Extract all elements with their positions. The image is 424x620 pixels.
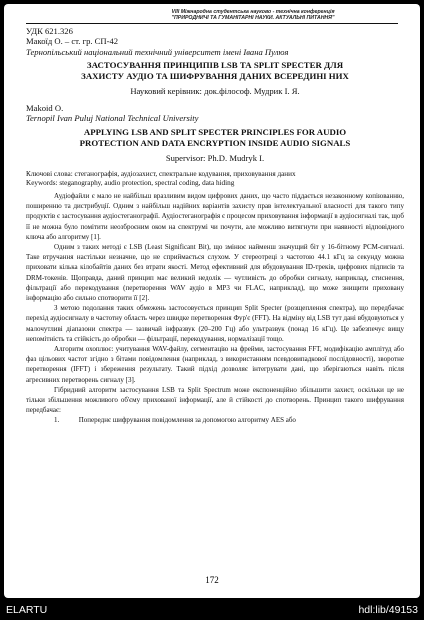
front-matter-en: [26, 103, 404, 124]
page-number: 172: [205, 575, 219, 585]
title-ua-line-2: ЗАХИСТУ АУДІО ТА ШИФРУВАННЯ ДАНИХ ВСЕРЕДИНІ НИХ: [81, 71, 349, 81]
conference-header-line-2: "ПРИРОДНИЧІ ТА ГУМАНІТАРНІ НАУКИ. АКТУАЛЬНІ ПИТАННЯ": [171, 15, 335, 22]
paragraph-1: Аудіофайли є мало не найбільш вразливим видом цифрових даних, що часто піддається незаконному копіюванню, поширенню та дистрибуції. Одним з найбільш надійних варіантів захисту прав інтелектуальної власності для такого типу продуктів є застосування аудіостеганографії. Аудіостеганографія є процесом приховування інформації в аудіосигналі так, щоб її не можна було помітити неозброєним оком на спектрумі чи почути, але можливо витягнути при наявності відповідного ключа або алгоритму [1].: [26, 192, 404, 241]
author-en: Makoid O.: [26, 103, 64, 113]
udc-code: УДК 621.326: [26, 26, 73, 36]
title-ua-line-1: ЗАСТОСУВАННЯ ПРИНЦИПІВ LSB ТА SPLIT SPECTER ДЛЯ: [86, 60, 344, 70]
footer-repository-label: ELARTU: [6, 604, 48, 616]
document-page: [4, 4, 420, 598]
header-rule: [26, 23, 398, 24]
list-item-number: 1.: [54, 416, 60, 425]
paragraph-2: Одним з таких методі є LSB (Least Significant Bit), що змінює найменш значущий біт у 16-бітному PCM-сигналі. Таке втручання настільки незначне, що не сприймається слухом. У стереотреці з частотою 44.1 кГц за секунду можна приховати кілька кілобайтів даних без втрати якості. Метод ефективний для вбудовування ID-треків, цифрових підписів та DRM-токенів. Щоправда, даний принцип має великий недолік — чутливість до обробки сигналу, наприклад, стиснення, фільтрації або перекодування (перетворення WAV аудіо в MP3 чи FLAC, наприклад), що може знищити приховану інформацію або сильно спотворити її [2].: [26, 243, 404, 303]
supervisor-ua: Науковий керівник: док.філософ. Мудрик І. Я.: [130, 86, 300, 96]
front-matter-ua: [26, 26, 404, 57]
title-en-line-1: APPLYING LSB AND SPLIT SPECTER PRINCIPLES FOR AUDIO: [83, 127, 347, 137]
affiliation-ua: Тернопільський національний технічний університет імені Івана Пулюя: [26, 46, 289, 57]
footer-handle-id: hdl:lib/49153: [358, 604, 418, 616]
keywords-en: Keywords: steganography, audio protection, spectral coding, data hiding: [26, 179, 235, 187]
list-item: [26, 415, 404, 425]
affiliation-en: Ternopil Ivan Puluj National Technical University: [26, 113, 199, 124]
paragraph-5: Гібридний алгоритм застосування LSB та Split Spectrum може експоненційно збільшити захист, оскільки це не тільки збільшення можливого об'єму прихованої інформації, але й стійкості до спотворень. Принцип такого шифрування передбачає:: [26, 385, 404, 415]
title-ua: [26, 60, 404, 82]
body-text: [26, 191, 404, 426]
title-en-line-2: PROTECTION AND DATA ENCRYPTION INSIDE AUDIO SIGNALS: [79, 138, 351, 148]
supervisor-en: Supervisor: Ph.D. Mudryk I.: [165, 153, 265, 163]
author-ua: Макоїд О. – ст. гр. СП-42: [26, 36, 119, 47]
list-item-text: Попереднє шифрування повідомлення за допомогою алгоритму AES або: [78, 416, 296, 425]
keywords-ua: Ключові слова: стеганографія, аудіозахист, спектральне кодування, приховування даних: [26, 170, 296, 178]
conference-header: [134, 9, 372, 22]
conference-header-line-1: VIII Міжнародна студентська науково - технічна конференція: [171, 9, 335, 15]
paragraph-4: Алгоритм охоплює: учитування WAV-файлу, сегментацію на фрейми, застосування FFT, модифікацію амплітуд або фаз цільових частот згідно з бітами повідомлення (наприклад, з використанням псевдовипадкової послідовності), зворотне перетворення (IFFT) і збереження результату. Такий підхід дозволяє інтегрувати дані, що зберігаються навіть після агресивних перетворень сигналу [3].: [26, 345, 404, 384]
keywords: [26, 170, 404, 188]
paragraph-3: З метою подолання таких обмежень застосовується принцип Split Specter (розщеплення спектра), що передбачає перехід аудіосигналу в частотну область через швидке перетворення Фур'є (FFT). На відміну від LSB тут дані вбудовуються у малочутливі діапазони спектра — зазвичай інфразвук (20–200 Гц) або ультразвук (понад 16 кГц). Це забезпечує вищу непомітність та стійкість до обробки — фільтрації, перекодування, нормалізації тощо.: [26, 304, 404, 343]
title-en: [26, 127, 404, 149]
